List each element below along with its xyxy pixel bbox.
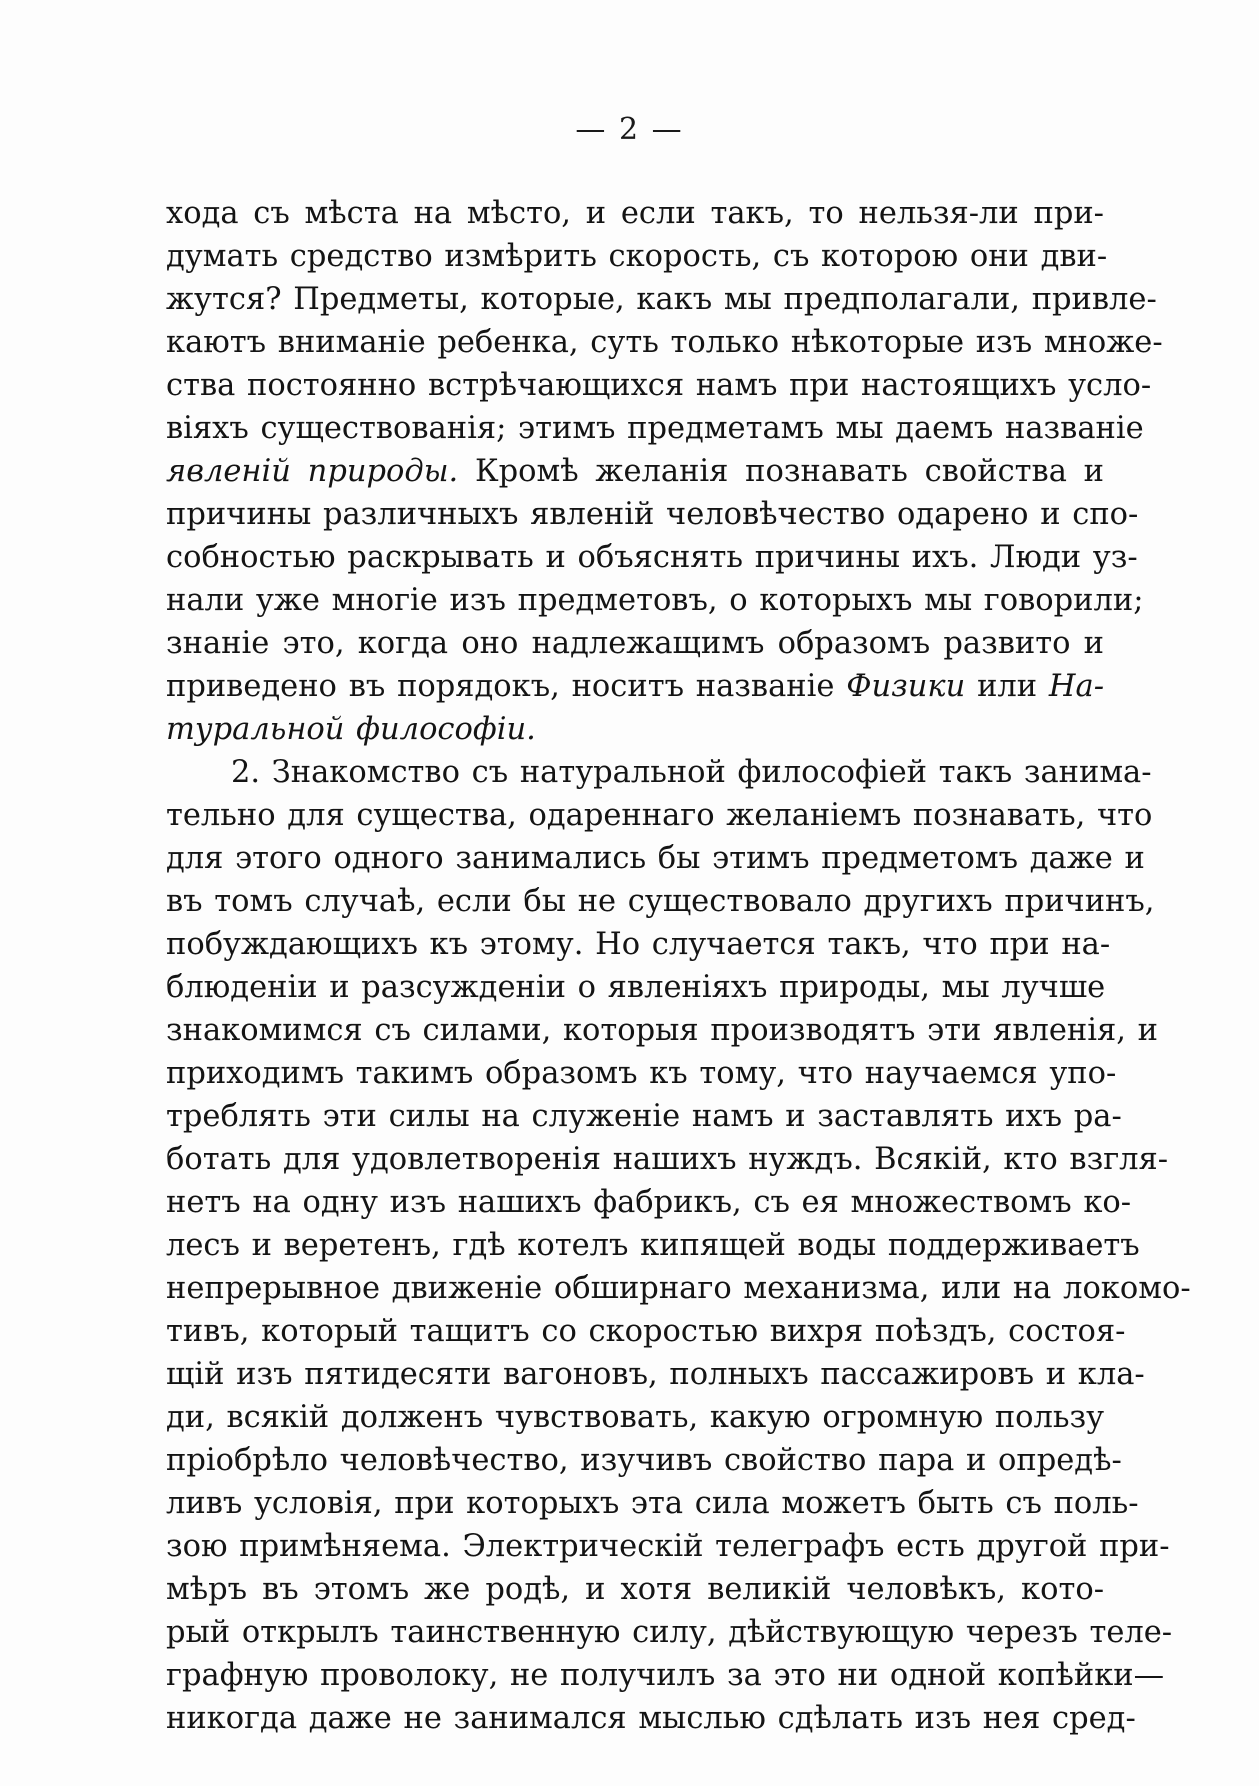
text-line: каютъ вниманіе ребенка, суть только нѣкоторые изъ множе- [166, 325, 1163, 360]
text-line: побуждающихъ къ этому. Но случается такъ, что при на- [166, 927, 1111, 962]
italic-term: туральной философіи. [166, 712, 536, 747]
text-line: никогда даже не занимался мыслью сдѣлать изъ нея сред- [166, 1701, 1136, 1736]
text-line [166, 450, 1104, 493]
text-line: ботать для удовлетворенія нашихъ нуждъ. Всякій, кто взгля- [166, 1142, 1169, 1177]
text-line: знакомимся съ силами, которыя производятъ эти явленія, и [166, 1013, 1158, 1048]
text-line: рый открылъ таинственную силу, дѣйствующую черезъ теле- [166, 1615, 1173, 1650]
text-line: непрерывное движеніе обширнаго механизма, или на локомо- [166, 1271, 1191, 1306]
text-line [166, 708, 1104, 751]
body-text [166, 192, 1191, 1740]
text-line: собностью раскрывать и объяснять причины ихъ. Люди уз- [166, 540, 1138, 575]
text-line: щій изъ пятидесяти вагоновъ, полныхъ пассажировъ и кла- [166, 1357, 1145, 1392]
text-line: для этого одного занимались бы этимъ предметомъ даже и [166, 841, 1145, 876]
text-span: или [965, 669, 1049, 704]
text-line [166, 665, 1104, 708]
text-line: въ томъ случаѣ, если бы не существовало другихъ причинъ, [166, 884, 1155, 919]
italic-term: Физики [846, 669, 966, 704]
italic-term: На- [1048, 669, 1104, 704]
text-line: тельно для существа, одареннаго желаніемъ познавать, что [166, 798, 1153, 833]
text-line: знаніе это, когда оно надлежащимъ образомъ развито и [166, 626, 1104, 661]
text-line: треблять эти силы на служеніе намъ и заставлять ихъ ра- [166, 1099, 1122, 1134]
text-line: нетъ на одну изъ нашихъ фабрикъ, съ ея множествомъ ко- [166, 1185, 1132, 1220]
text-line: нали уже многіе изъ предметовъ, о которыхъ мы говорили; [166, 583, 1144, 618]
text-line: графную проволоку, не получилъ за это ни одной копѣйки— [166, 1658, 1165, 1693]
italic-term: явленій природы. [166, 454, 459, 489]
text-line: зою примѣняема. Электрическій телеграфъ есть другой при- [166, 1529, 1170, 1564]
text-line: причины различныхъ явленій человѣчество одарено и спо- [166, 497, 1139, 532]
text-line: віяхъ существованія; этимъ предметамъ мы даемъ названіе [166, 411, 1144, 446]
page-number: — 2 — [575, 112, 684, 147]
text-line: хода съ мѣста на мѣсто, и если такъ, то нельзя-ли при- [166, 196, 1104, 231]
text-span: приведено въ порядокъ, носитъ названіе [166, 669, 847, 704]
text-line: пріобрѣло человѣчество, изучивъ свойство пара и опредѣ- [166, 1443, 1122, 1478]
text-line: тивъ, который тащитъ со скоростью вихря поѣздъ, состоя- [166, 1314, 1126, 1349]
text-line: блюденіи и разсужденіи о явленіяхъ природы, мы лучше [166, 970, 1106, 1005]
text-line: 2. Знакомство съ натуральной философіей такъ занима- [231, 755, 1152, 790]
text-line: ливъ условія, при которыхъ эта сила можетъ быть съ поль- [166, 1486, 1139, 1521]
text-line: ди, всякій долженъ чувствовать, какую огромную пользу [166, 1400, 1105, 1435]
text-line: лесъ и веретенъ, гдѣ котелъ кипящей воды поддерживаетъ [166, 1228, 1140, 1263]
text-line: приходимъ такимъ образомъ къ тому, что научаемся упо- [166, 1056, 1117, 1091]
text-line: ства постоянно встрѣчающихся намъ при настоящихъ усло- [166, 368, 1152, 403]
text-line: мѣръ въ этомъ же родѣ, и хотя великій человѣкъ, кото- [166, 1572, 1104, 1607]
text-line: жутся? Предметы, которые, какъ мы предполагали, привле- [166, 282, 1157, 317]
text-span: Кромѣ желанія познавать свойства и [458, 454, 1104, 489]
text-line: думать средство измѣрить скорость, съ которою они дви- [166, 239, 1108, 274]
